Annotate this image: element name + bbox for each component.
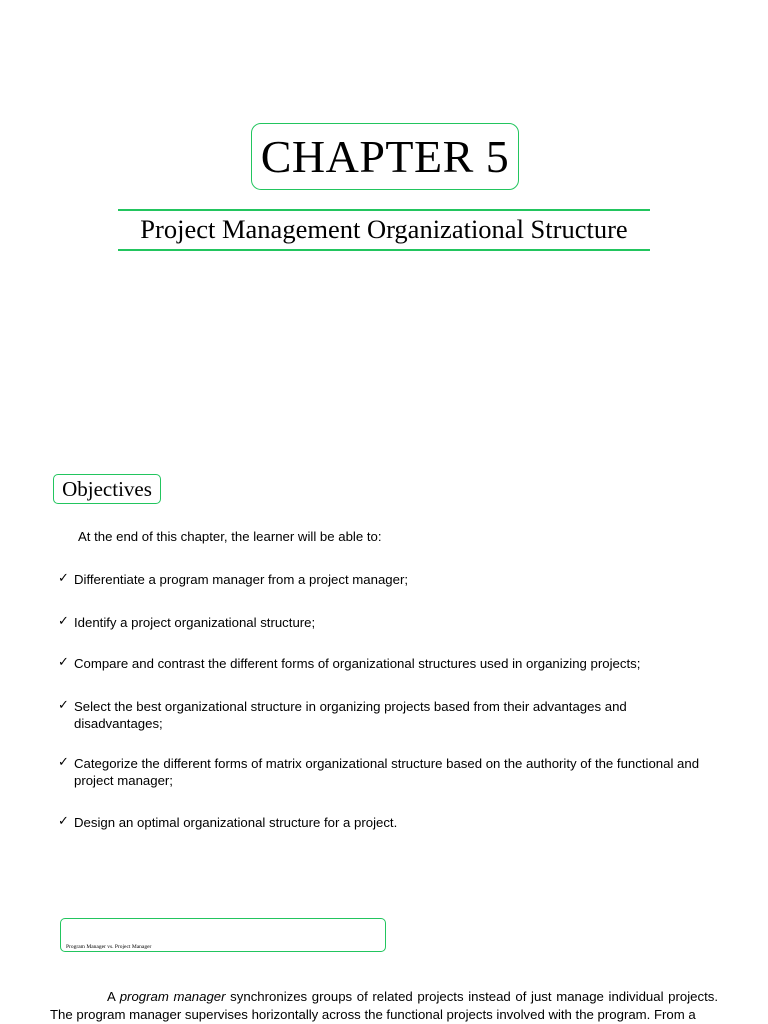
objectives-heading: Objectives: [62, 476, 152, 501]
objective-item: [58, 815, 708, 832]
checkmark-icon: ✓: [58, 698, 69, 713]
objective-text: Select the best organizational structure in organizing projects based from their advantages and disadvantages;: [74, 699, 627, 731]
objective-text: Identify a project organizational structure;: [74, 615, 316, 630]
objective-item: [58, 572, 708, 589]
objectives-intro: At the end of this chapter, the learner will be able to:: [78, 529, 382, 544]
chapter-subtitle: Project Management Organizational Structure: [140, 214, 628, 244]
objective-text: Differentiate a program manager from a project manager;: [74, 572, 409, 587]
objectives-heading-box: [53, 474, 161, 504]
objective-text: Categorize the different forms of matrix organizational structure based on the authority of the functional and project manager;: [74, 756, 700, 788]
checkmark-icon: ✓: [58, 571, 69, 586]
objective-text: Compare and contrast the different forms of organizational structures used in organizing projects;: [74, 656, 641, 671]
objective-item: [58, 656, 708, 673]
objective-item: [58, 699, 658, 732]
checkmark-icon: ✓: [58, 655, 69, 670]
paragraph-lead: A: [107, 989, 120, 1004]
paragraph-text: synchronizes groups of related projects instead of just manage individual projects. The program manager supervises horizontally across the functional projects involved with the program. From a: [50, 989, 718, 1022]
objective-item: [58, 615, 708, 632]
checkmark-icon: ✓: [58, 614, 69, 629]
section-heading-box: [60, 918, 386, 952]
chapter-title-box: [251, 123, 519, 190]
section-heading: Program Manager vs. Project Manager: [66, 944, 152, 950]
chapter-title: CHAPTER 5: [260, 130, 510, 182]
objective-item: [58, 756, 708, 789]
subtitle-rule-bottom: [118, 249, 650, 251]
checkmark-icon: ✓: [58, 814, 69, 829]
checkmark-icon: ✓: [58, 755, 69, 770]
term-program-manager: program manager: [119, 989, 226, 1004]
subtitle-rule-top: [118, 209, 650, 211]
objective-text: Design an optimal organizational structure for a project.: [74, 815, 398, 830]
body-paragraph: [50, 988, 718, 1024]
